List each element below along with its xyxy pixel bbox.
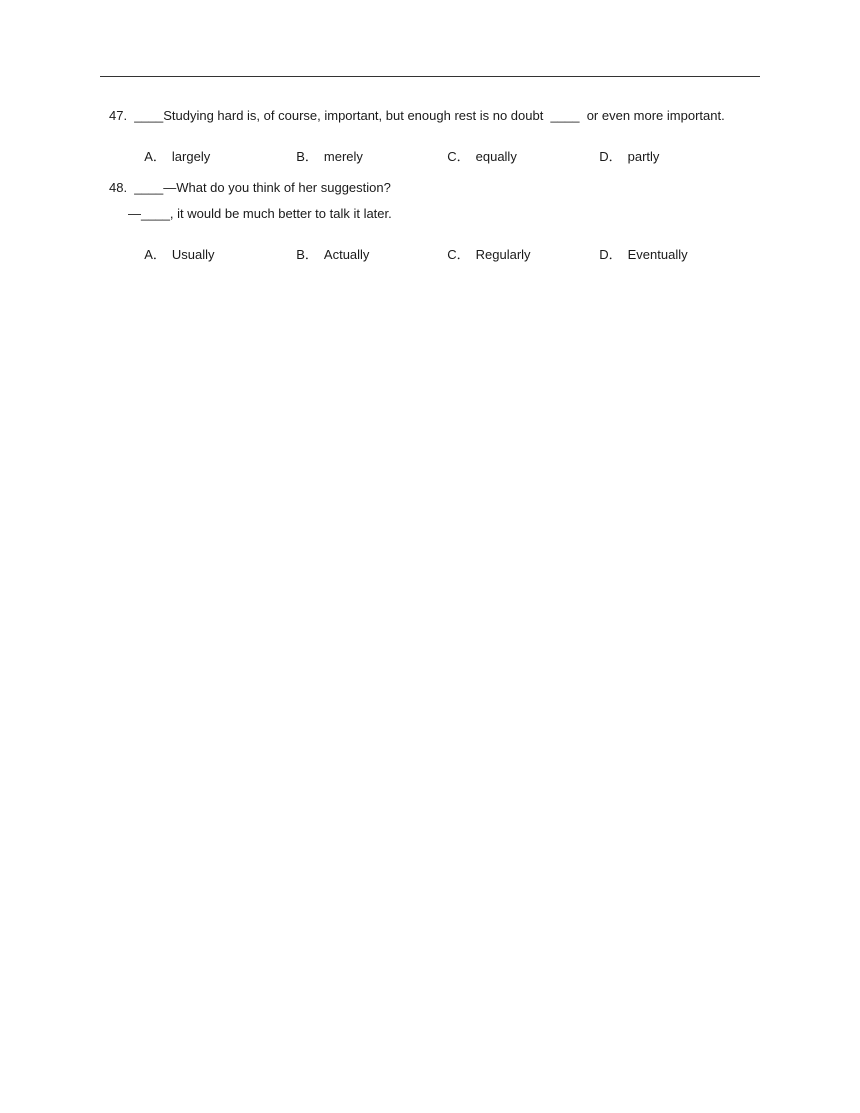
option-letter: A． xyxy=(144,247,166,262)
option-letter: B． xyxy=(296,247,318,262)
option-text: partly xyxy=(627,149,660,164)
option-letter: D． xyxy=(599,247,622,262)
option-text: Usually xyxy=(171,247,215,262)
question-48-option-b[interactable] xyxy=(289,231,369,263)
question-48-option-a[interactable] xyxy=(137,231,215,263)
option-letter: C． xyxy=(447,247,470,262)
question-47-option-a[interactable] xyxy=(137,133,210,165)
option-text: merely xyxy=(323,149,363,164)
option-text: Actually xyxy=(323,247,370,262)
option-text: Regularly xyxy=(475,247,531,262)
option-letter: A． xyxy=(144,149,166,164)
question-47-option-b[interactable] xyxy=(289,133,363,165)
question-48-option-c[interactable] xyxy=(440,231,531,263)
question-48-option-d[interactable] xyxy=(592,231,688,263)
question-47-option-d[interactable] xyxy=(592,133,659,165)
option-letter: D． xyxy=(599,149,622,164)
question-48-reply: —____, it would be much better to talk it later. xyxy=(128,206,392,221)
option-text: largely xyxy=(171,149,211,164)
header-rule xyxy=(100,76,760,77)
option-letter: B． xyxy=(296,149,318,164)
option-letter: C． xyxy=(447,149,470,164)
question-48-stem: 48. ____—What do you think of her suggestion? xyxy=(109,180,391,195)
question-47-stem: 47. ____Studying hard is, of course, important, but enough rest is no doubt ____ or even more important. xyxy=(109,108,725,123)
option-text: equally xyxy=(475,149,517,164)
option-text: Eventually xyxy=(627,247,688,262)
question-47-option-c[interactable] xyxy=(440,133,517,165)
